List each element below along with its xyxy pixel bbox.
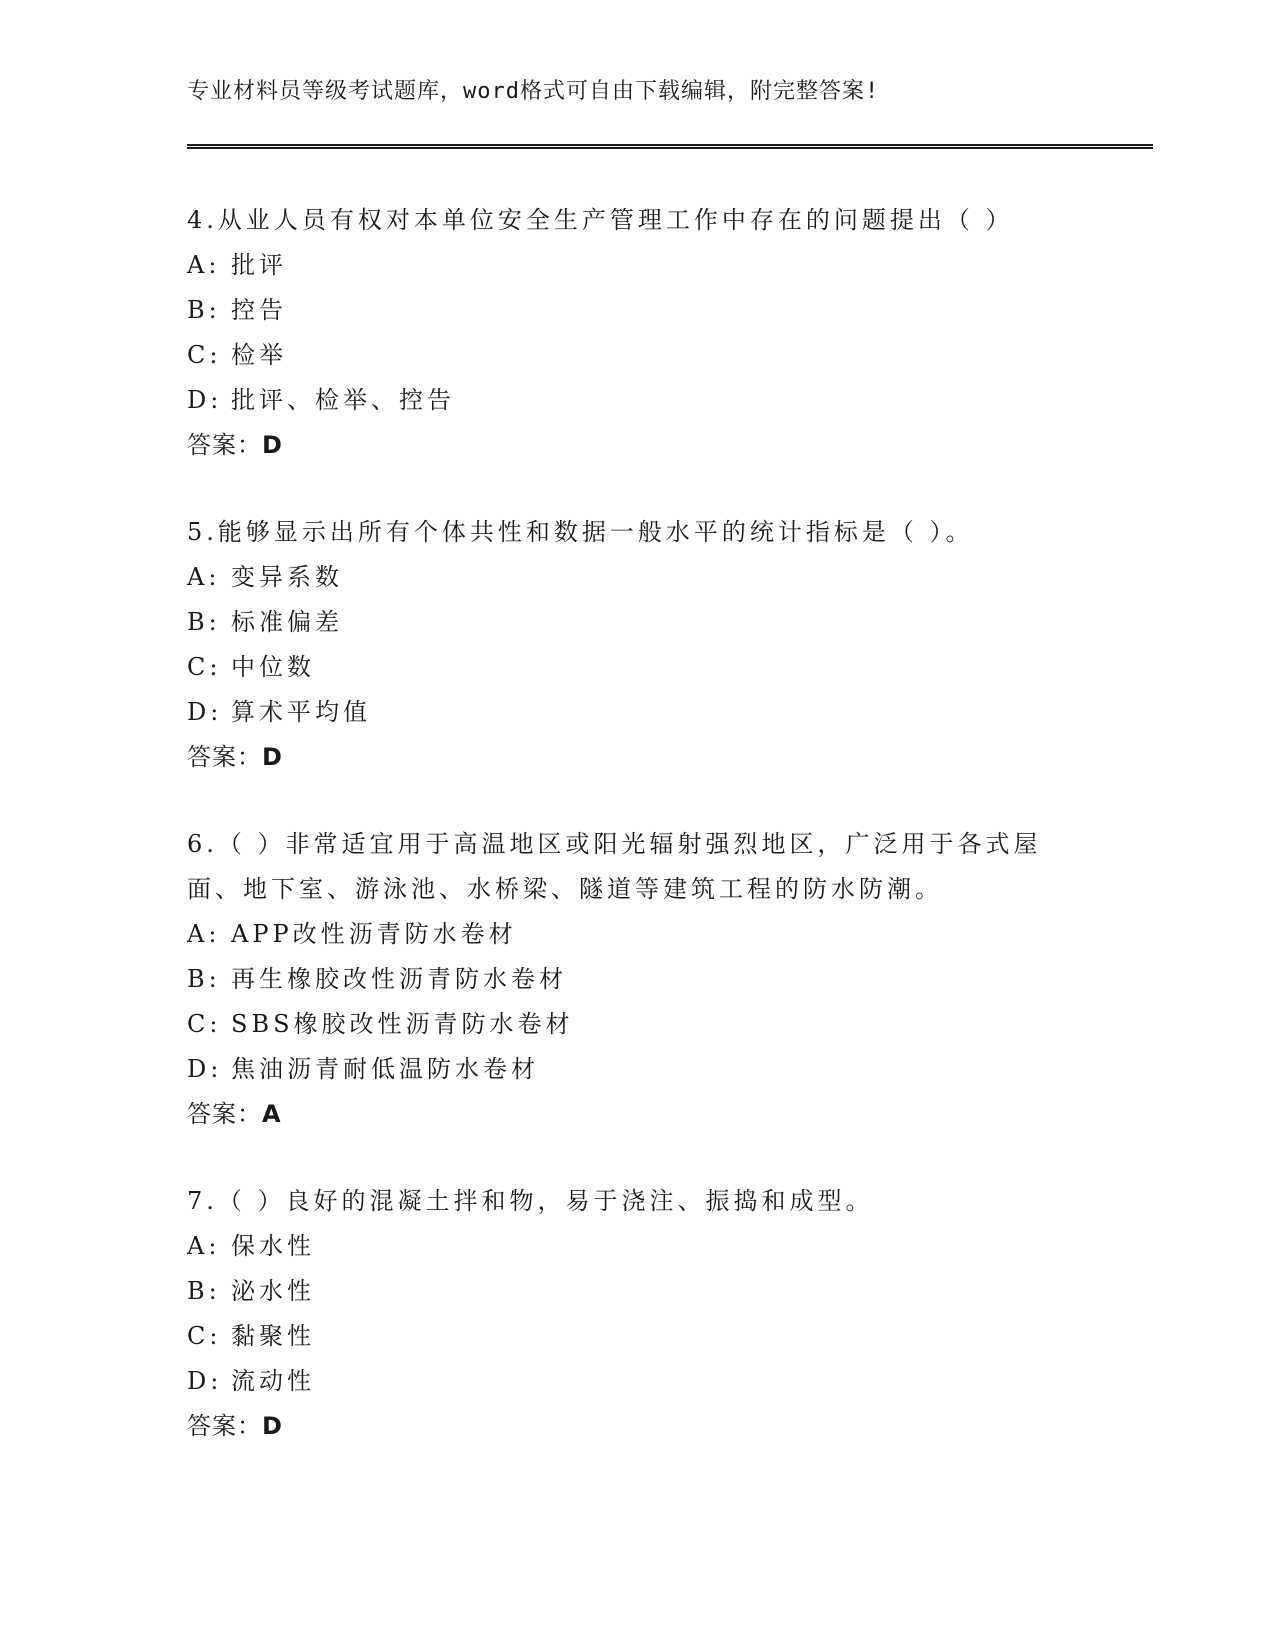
option-key: B:: [187, 608, 221, 636]
option-text: 批评: [231, 251, 287, 279]
option-text: 中位数: [231, 653, 315, 681]
option-key: C:: [187, 341, 222, 369]
question-6: [187, 822, 1087, 1137]
option-b: [187, 1269, 1087, 1314]
question-number: 4.: [187, 206, 218, 234]
option-b: [187, 288, 1087, 333]
question-text: （ ）非常适宜用于高温地区或阳光辐射强烈地区，广泛用于各式屋面、地下室、游泳池、水桥梁、隧道等建筑工程的防水防潮。: [187, 830, 1042, 903]
question-text: 从业人员有权对本单位安全生产管理工作中存在的问题提出（ ）: [217, 206, 1014, 234]
option-text: 泌水性: [231, 1277, 315, 1305]
question-stem: [187, 1179, 1087, 1224]
question-stem: [187, 510, 1087, 555]
page-header: 专业材料员等级考试题库，word格式可自由下载编辑，附完整答案!: [187, 79, 880, 104]
question-4: [187, 198, 1087, 468]
option-key: D:: [187, 1367, 223, 1395]
option-text: 保水性: [231, 1232, 315, 1260]
option-key: C:: [187, 653, 222, 681]
option-text: 标准偏差: [231, 608, 343, 636]
option-key: A:: [187, 563, 221, 591]
option-text: SBS橡胶改性沥青防水卷材: [231, 1010, 574, 1038]
option-text: 黏聚性: [231, 1322, 315, 1350]
option-a: [187, 555, 1087, 600]
option-a: [187, 1224, 1087, 1269]
option-text: 控告: [231, 296, 287, 324]
question-5: [187, 510, 1087, 780]
question-text: 能够显示出所有个体共性和数据一般水平的统计指标是（ ）。: [217, 518, 974, 546]
option-a: [187, 912, 1087, 957]
question-text: （ ）良好的混凝土拌和物，易于浇注、振捣和成型。: [217, 1187, 874, 1215]
option-d: [187, 1359, 1087, 1404]
option-d: [187, 378, 1087, 423]
answer-label: 答案：: [187, 1412, 262, 1440]
question-stem: [187, 198, 1087, 243]
answer-value: D: [262, 743, 283, 771]
question-number: 6.: [187, 830, 218, 858]
option-key: A:: [187, 251, 221, 279]
answer-value: D: [262, 431, 283, 459]
option-key: A:: [187, 1232, 221, 1260]
header-divider: [187, 144, 1153, 149]
option-b: [187, 957, 1087, 1002]
answer-label: 答案：: [187, 1100, 262, 1128]
option-text: 流动性: [231, 1367, 315, 1395]
question-7: [187, 1179, 1087, 1449]
option-text: 变异系数: [231, 563, 343, 591]
option-key: B:: [187, 296, 221, 324]
option-key: A:: [187, 920, 221, 948]
answer-line: [187, 423, 1087, 468]
option-text: 批评、检举、控告: [231, 386, 455, 414]
option-key: B:: [187, 1277, 221, 1305]
option-key: B:: [187, 965, 221, 993]
option-d: [187, 1047, 1087, 1092]
question-number: 7.: [187, 1187, 218, 1215]
option-key: C:: [187, 1010, 222, 1038]
option-c: [187, 1314, 1087, 1359]
option-key: D:: [187, 1055, 223, 1083]
option-text: 检举: [231, 341, 287, 369]
option-b: [187, 600, 1087, 645]
option-c: [187, 1002, 1087, 1047]
question-stem: [187, 822, 1087, 912]
answer-line: [187, 1092, 1087, 1137]
answer-line: [187, 1404, 1087, 1449]
answer-label: 答案：: [187, 431, 262, 459]
option-text: 算术平均值: [231, 698, 371, 726]
option-text: 再生橡胶改性沥青防水卷材: [231, 965, 567, 993]
option-c: [187, 333, 1087, 378]
answer-label: 答案：: [187, 743, 262, 771]
question-list: [187, 198, 1087, 1491]
option-key: D:: [187, 698, 223, 726]
option-text: 焦油沥青耐低温防水卷材: [231, 1055, 539, 1083]
option-key: C:: [187, 1322, 222, 1350]
question-number: 5.: [187, 518, 218, 546]
answer-value: D: [262, 1412, 283, 1440]
option-d: [187, 690, 1087, 735]
answer-line: [187, 735, 1087, 780]
answer-value: A: [262, 1100, 282, 1128]
option-a: [187, 243, 1087, 288]
option-key: D:: [187, 386, 223, 414]
option-text: APP改性沥青防水卷材: [231, 920, 517, 948]
option-c: [187, 645, 1087, 690]
